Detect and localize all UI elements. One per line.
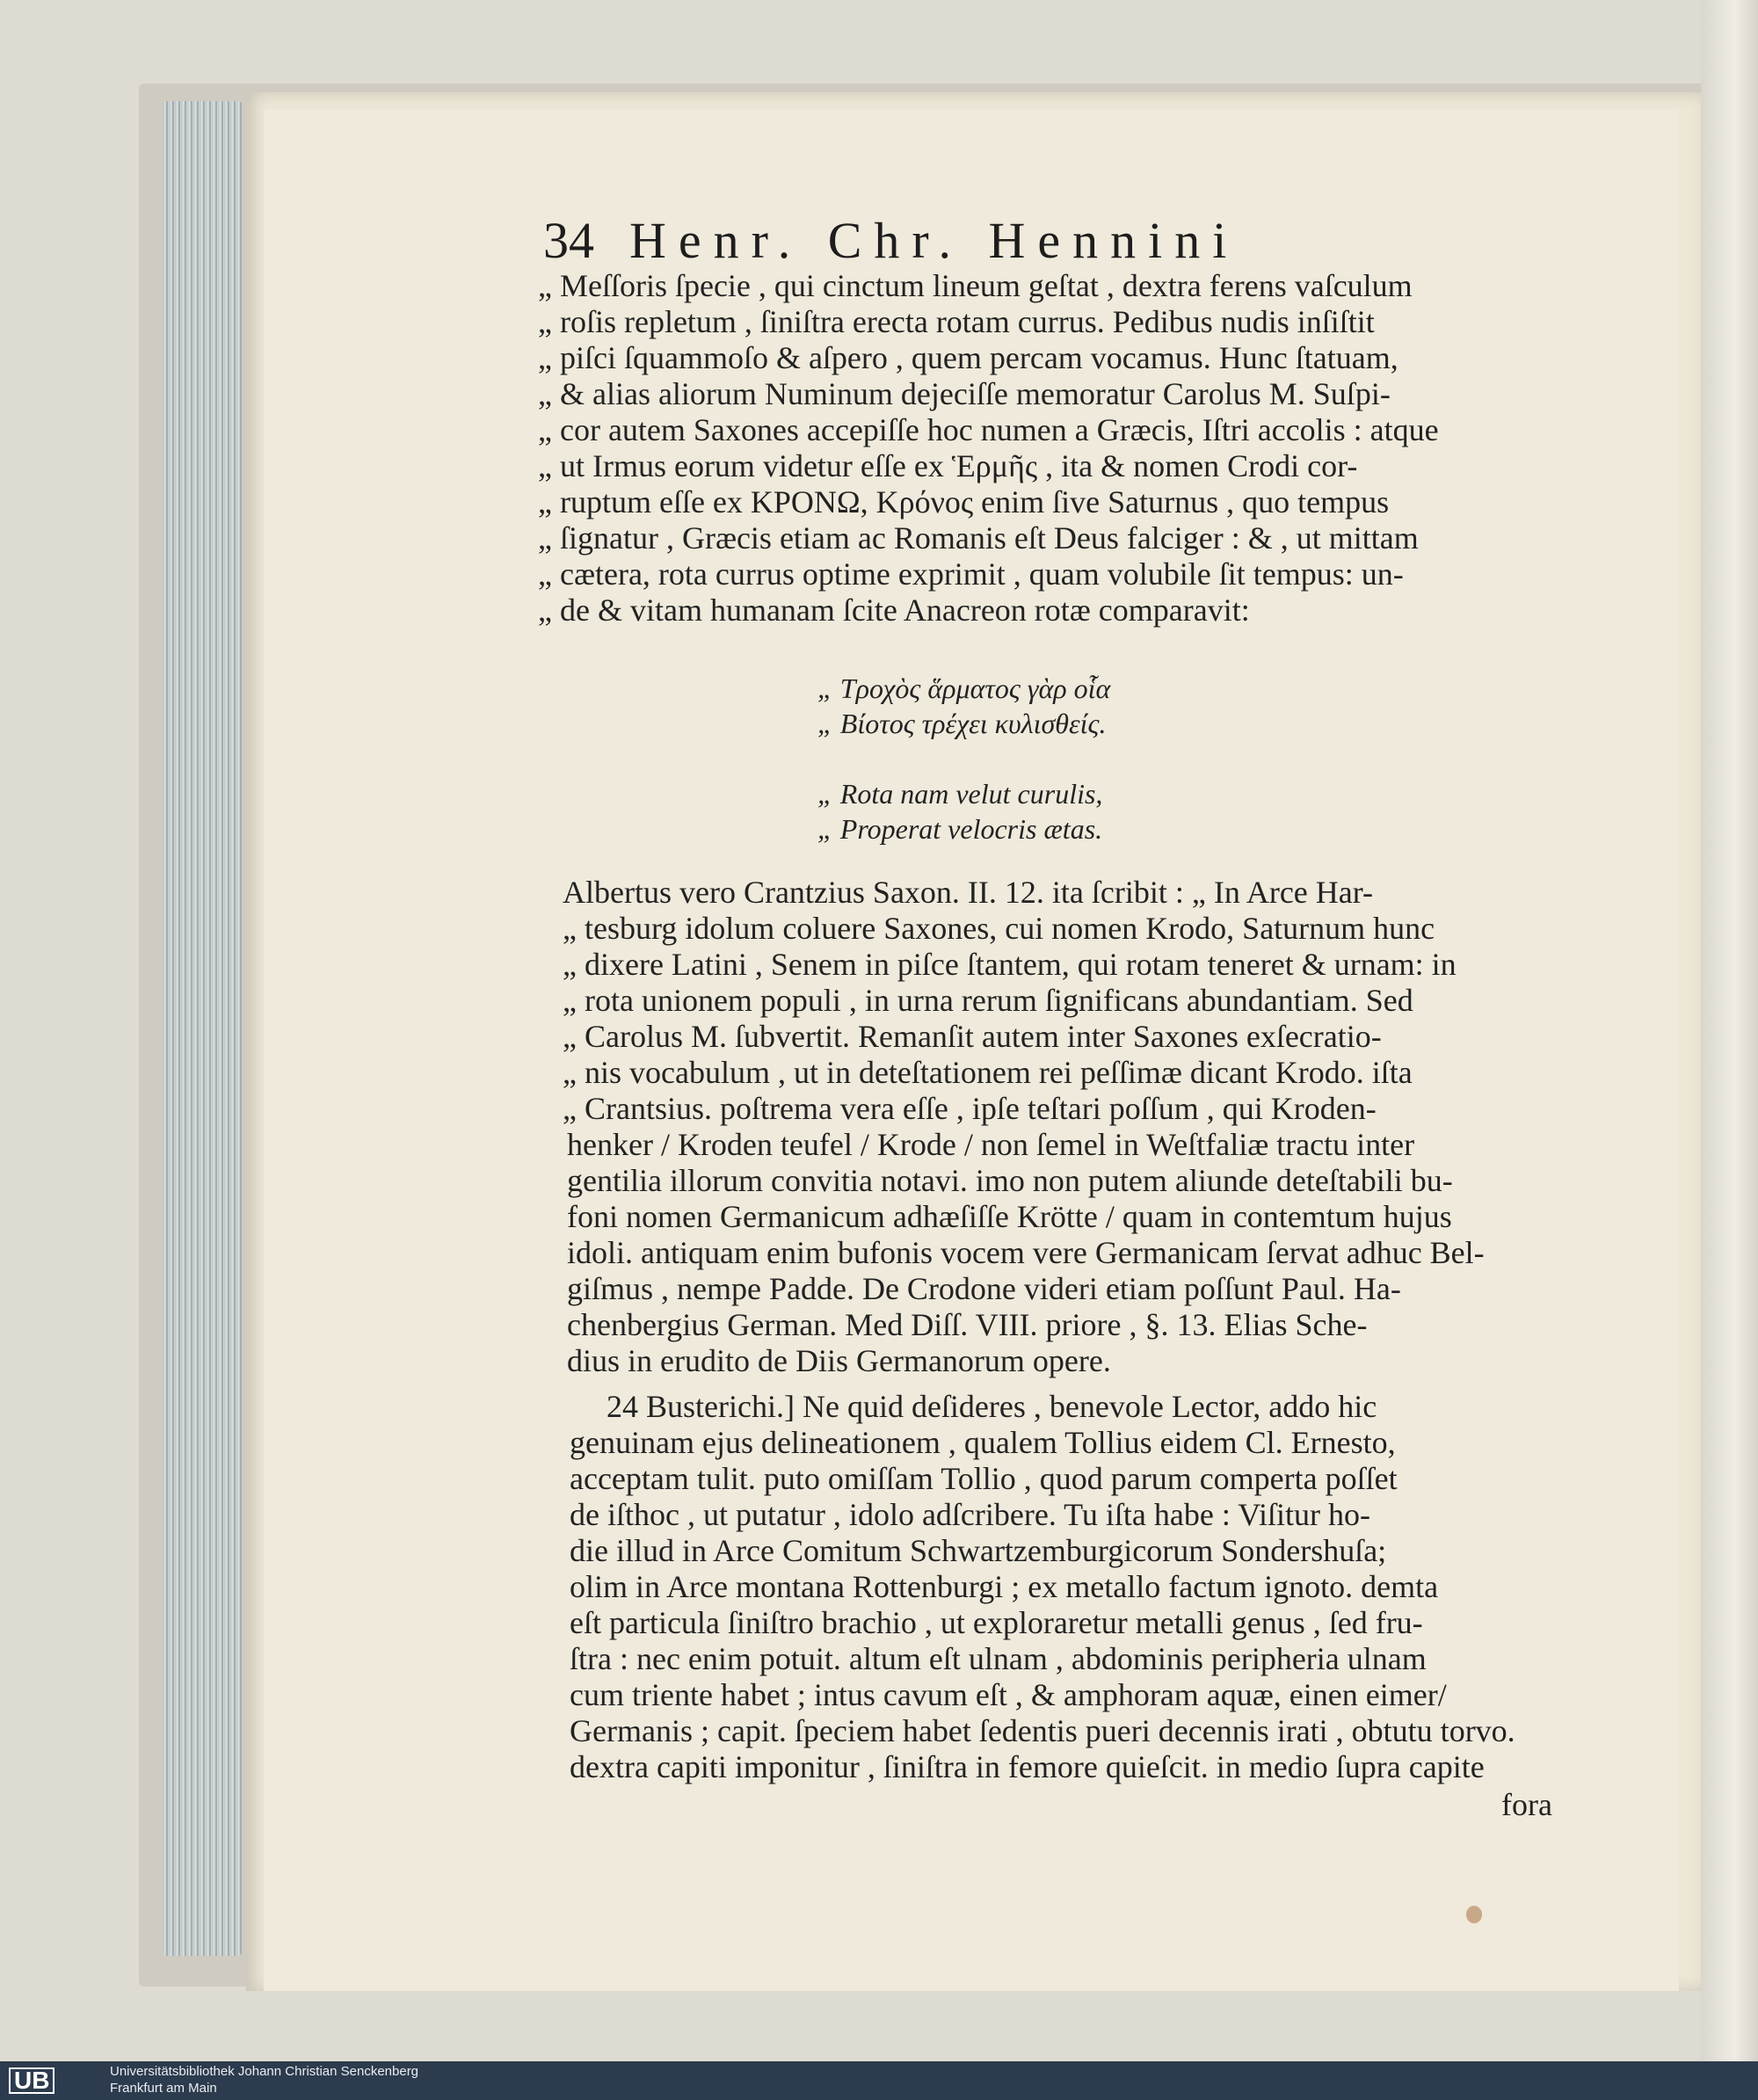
paragraph3-line: de iſthoc , ut putatur , idolo adſcribere. Tu iſta habe : Viſitur ho-: [570, 1497, 1371, 1532]
paragraph3-line: acceptam tulit. puto omiſſam Tollio , quod parum comperta poſſet: [570, 1461, 1398, 1496]
library-location: Frankfurt am Main: [110, 2081, 217, 2096]
paragraph2-line: „ rota unionem populi , in urna rerum ſignificans abundantiam. Sed: [563, 983, 1413, 1018]
paragraph3-line: die illud in Arce Comitum Schwartzemburgicorum Sondershuſa;: [570, 1533, 1387, 1568]
greek-verse-line: „ Βίοτος τρέχει κυλισθείς.: [817, 708, 1107, 739]
library-name: Universitätsbibliothek Johann Christian Senckenberg: [110, 2064, 419, 2079]
latin-verse-line: „ Rota nam velut curulis,: [817, 778, 1103, 810]
paragraph3-line: olim in Arce montana Rottenburgi ; ex metallo factum ignoto. demta: [570, 1569, 1439, 1604]
paragraph1-line: „ cætera, rota currus optime exprimit , quam volubile ſit tempus: un-: [538, 556, 1404, 592]
paragraph1-line: „ roſis repletum , ſiniſtra erecta rotam currus. Pedibus nudis inſiſtit: [538, 304, 1375, 339]
paragraph1-line: „ ſignatur , Græcis etiam ac Romanis eſt Deus falciger : & , ut mittam: [538, 520, 1419, 556]
paragraph3-line: 24 Busterichi.] Ne quid deſideres , benevole Lector, addo hic: [607, 1389, 1377, 1424]
library-footer-bar: [0, 2061, 1758, 2100]
latin-verse-line: „ Properat velocris ætas.: [817, 813, 1103, 845]
catchword: fora: [1501, 1787, 1552, 1822]
paragraph2-line: „ dixere Latini , Senem in piſce ſtantem, qui rotam teneret & urnam: in: [563, 947, 1457, 982]
paragraph2-line: „ Carolus M. ſubvertit. Remanſit autem inter Saxones exſecratio-: [563, 1019, 1382, 1054]
paragraph1-line: „ de & vitam humanam ſcite Anacreon rotæ comparavit:: [538, 592, 1250, 628]
paragraph2-line: „ nis vocabulum , ut in deteſtationem rei peſſimæ dicant Krodo. iſta: [563, 1055, 1413, 1090]
paragraph3-line: eſt particula ſiniſtro brachio , ut exploraretur metalli genus , ſed fru-: [570, 1605, 1423, 1640]
paragraph2-line: „ tesburg idolum coluere Saxones, cui nomen Krodo, Saturnum hunc: [563, 911, 1435, 946]
paragraph3-line: genuinam ejus delineationem , qualem Tollius eidem Cl. Ernesto,: [570, 1425, 1396, 1460]
paragraph3-line: dextra capiti imponitur , ſiniſtra in femore quieſcit. in medio ſupra capite: [570, 1749, 1485, 1784]
greek-verse-line: „ Τροχὸς ἅρματος γὰρ οἷα: [817, 672, 1111, 704]
paragraph1-line: „ piſci ſquammoſo & aſpero , quem percam vocamus. Hunc ſtatuam,: [538, 340, 1398, 375]
paragraph2-line: gentilia illorum convitia notavi. imo non putem aliunde deteſtabili bu-: [567, 1163, 1453, 1198]
paragraph1-line: „ ut Irmus eorum videtur eſſe ex Ἑρμῆς , ita & nomen Crodi cor-: [538, 448, 1358, 483]
page-stack-edge: [163, 101, 242, 1956]
running-title: Henr. Chr. Hennini: [629, 212, 1239, 269]
paragraph3-line: cum triente habet ; intus cavum eſt , & amphoram aquæ, einen eimer/: [570, 1677, 1447, 1712]
library-logo: UB: [9, 2067, 97, 2095]
paragraph2-line: foni nomen Germanicum adhæſiſſe Krötte / quam in contemtum hujus: [567, 1199, 1452, 1234]
paragraph1-line: „ ruptum eſſe ex ΚΡΟΝΩ, Κρόνος enim ſive Saturnus , quo tempus: [538, 484, 1390, 520]
facing-page-edge: [1701, 0, 1758, 2061]
paragraph1-line: „ & alias aliorum Numinum dejeciſſe memoratur Carolus M. Suſpi-: [538, 376, 1391, 411]
running-head: [543, 211, 1422, 270]
paragraph2-line: „ Crantsius. poſtrema vera eſſe , ipſe teſtari poſſum , qui Kroden-: [563, 1091, 1377, 1126]
paragraph2-line: giſmus , nempe Padde. De Crodone videri etiam poſſunt Paul. Ha-: [567, 1271, 1401, 1306]
paragraph2-line: chenbergius German. Med Diſſ. VIII. priore , §. 13. Elias Sche-: [567, 1307, 1368, 1342]
paragraph2-line: henker / Kroden teufel / Krode / non ſemel in Weſtfaliæ tractu inter: [567, 1127, 1415, 1162]
paragraph3-line: Germanis ; capit. ſpeciem habet ſedentis pueri decennis irati , obtutu torvo.: [570, 1713, 1515, 1748]
paragraph2-line: Albertus vero Crantzius Saxon. II. 12. ita ſcribit : „ In Arce Har-: [563, 875, 1374, 910]
paragraph2-line: dius in erudito de Diis Germanorum opere.: [567, 1343, 1111, 1378]
paragraph3-line: ſtra : nec enim potuit. altum eſt ulnam , abdominis peripheria ulnam: [570, 1641, 1427, 1676]
paragraph1-line: „ Meſſoris ſpecie , qui cinctum lineum geſtat , dextra ferens vaſculum: [538, 268, 1413, 303]
paper-stain: [1466, 1906, 1482, 1923]
page-number: 34: [543, 212, 594, 269]
paragraph1-line: „ cor autem Saxones accepiſſe hoc numen a Græcis, Iſtri accolis : atque: [538, 412, 1439, 447]
paragraph2-line: idoli. antiquam enim bufonis vocem vere Germanicam ſervat adhuc Bel-: [567, 1235, 1485, 1270]
